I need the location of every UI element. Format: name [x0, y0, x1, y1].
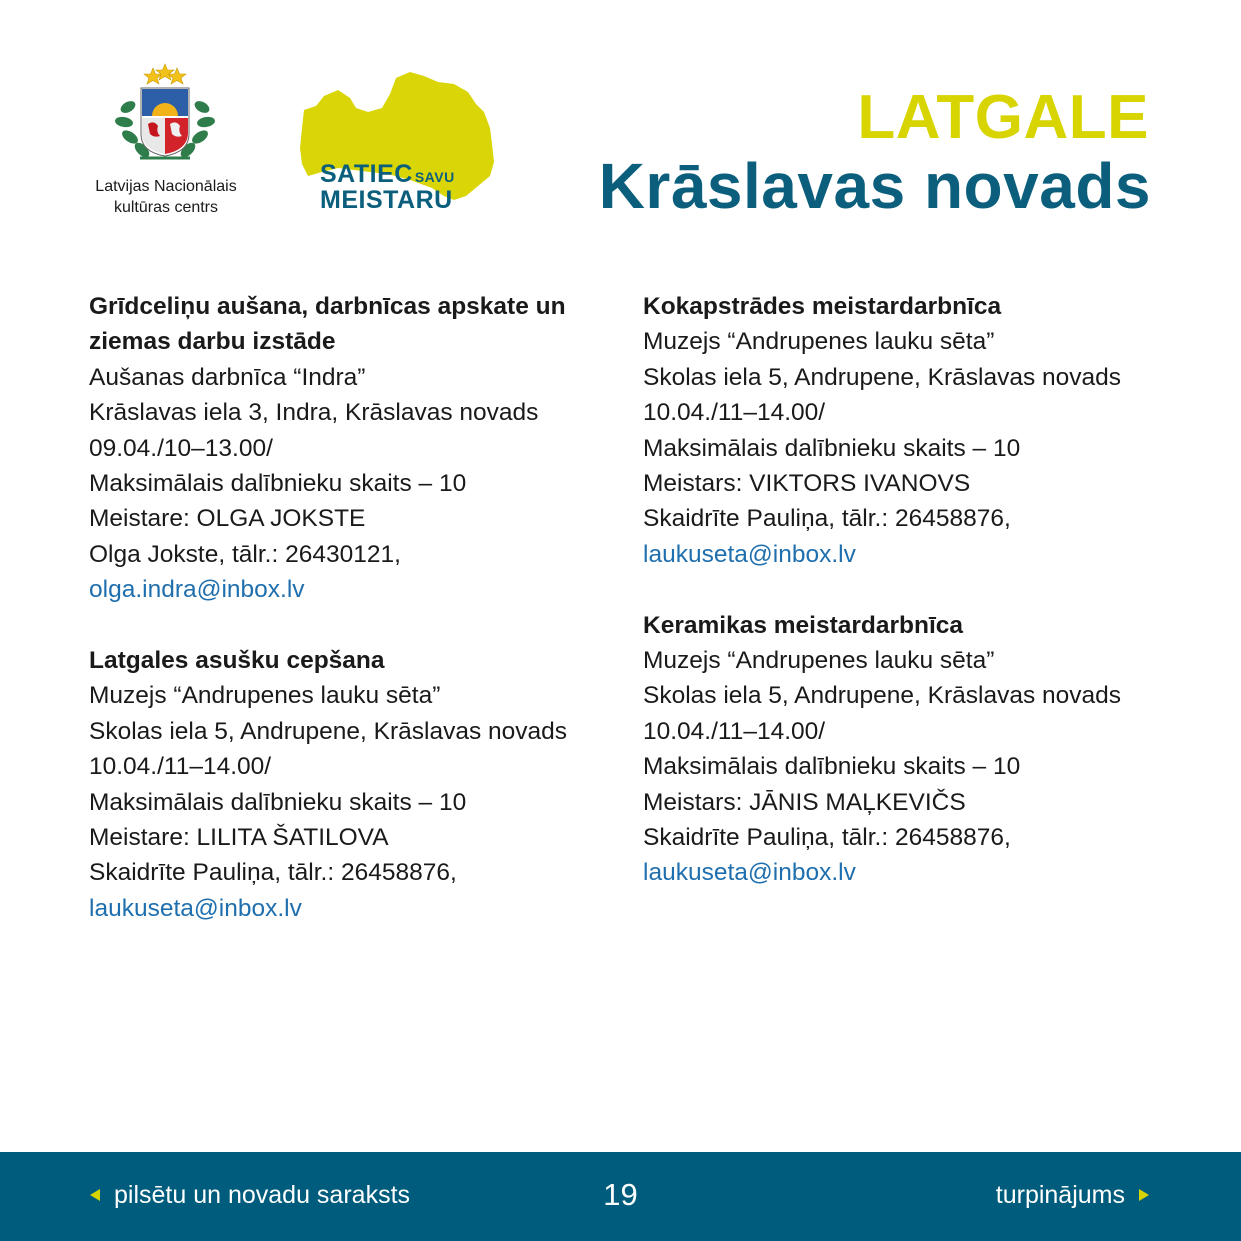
workshop-master: Meistars: JĀNIS MAĻKEVIČS	[643, 788, 966, 816]
workshop-email-link[interactable]: olga.indra@inbox.lv	[89, 576, 305, 604]
workshop-email-link[interactable]: laukuseta@inbox.lv	[643, 859, 856, 887]
workshop-address: Skolas iela 5, Andrupene, Krāslavas novads	[643, 363, 1122, 391]
workshop-capacity: Maksimālais dalībnieku skaits – 10	[643, 753, 1021, 781]
workshop-title	[643, 289, 1143, 324]
workshop-contact: Skaidrīte Pauliņa, tālr.: 26458876,	[89, 859, 457, 887]
workshop-capacity: Maksimālais dalībnieku skaits – 10	[643, 434, 1021, 462]
right-column	[643, 289, 1143, 926]
workshop-title-line: Grīdceliņu aušana, darbnīcas apskate un	[89, 293, 566, 320]
workshop-contact: Olga Jokste, tālr.: 26430121,	[89, 540, 401, 568]
coat-of-arms-logo	[110, 62, 220, 170]
workshop-datetime: 09.04./10–13.00/	[89, 434, 273, 462]
workshop-title	[89, 289, 589, 360]
next-link[interactable]	[996, 1178, 1149, 1212]
workshop-entry	[643, 608, 1143, 891]
district-title: Krāslavas novads	[598, 150, 1151, 222]
lnkc-logo-text	[80, 176, 252, 218]
prev-link-label: pilsētu un novadu saraksts	[114, 1181, 411, 1209]
workshop-title-line: Kokapstrādes meistardarbnīca	[643, 293, 1002, 320]
meistaru-word: MEISTARU	[320, 186, 453, 214]
satiec-word: SATIEC	[320, 160, 413, 188]
workshop-title	[643, 608, 1143, 643]
region-title: LATGALE	[857, 83, 1149, 152]
workshop-address: Skolas iela 5, Andrupene, Krāslavas novads	[643, 682, 1122, 710]
workshop-title	[89, 643, 589, 678]
workshop-capacity: Maksimālais dalībnieku skaits – 10	[89, 788, 467, 816]
workshop-contact: Skaidrīte Pauliņa, tālr.: 26458876,	[643, 505, 1011, 533]
workshop-email-link[interactable]: laukuseta@inbox.lv	[89, 894, 302, 922]
satiec-savu-meistaru-logo	[298, 68, 496, 218]
workshop-venue: Muzejs “Andrupenes lauku sēta”	[643, 647, 995, 675]
savu-word: SAVU	[414, 169, 455, 185]
triangle-right-icon	[1139, 1189, 1149, 1201]
workshop-title-line: ziemas darbu izstāde	[89, 328, 336, 356]
workshop-master: Meistare: OLGA JOKSTE	[89, 505, 366, 533]
workshop-address: Skolas iela 5, Andrupene, Krāslavas novads	[89, 717, 568, 745]
lnkc-name-line2: kultūras centrs	[113, 199, 219, 216]
workshop-venue: Aušanas darbnīca “Indra”	[89, 363, 366, 391]
page-number: 19	[603, 1177, 638, 1212]
workshop-email-link[interactable]: laukuseta@inbox.lv	[643, 540, 856, 568]
workshop-datetime: 10.04./11–14.00/	[643, 717, 826, 745]
left-column	[89, 289, 589, 962]
workshop-venue: Muzejs “Andrupenes lauku sēta”	[643, 328, 995, 356]
workshop-title-line: Keramikas meistardarbnīca	[643, 611, 964, 639]
workshop-contact: Skaidrīte Pauliņa, tālr.: 26458876,	[643, 824, 1011, 852]
workshop-address: Krāslavas iela 3, Indra, Krāslavas novads	[89, 399, 539, 427]
workshop-capacity: Maksimālais dalībnieku skaits – 10	[89, 470, 467, 498]
workshop-venue: Muzejs “Andrupenes lauku sēta”	[89, 682, 441, 710]
footer-bar	[0, 1152, 1241, 1241]
workshop-datetime: 10.04./11–14.00/	[643, 399, 826, 427]
workshop-datetime: 10.04./11–14.00/	[89, 753, 272, 781]
workshop-master: Meistare: LILITA ŠATILOVA	[89, 824, 389, 852]
lnkc-name-line1: Latvijas Nacionālais	[95, 178, 237, 195]
workshop-entry	[89, 643, 589, 926]
next-link-label: turpinājums	[995, 1181, 1125, 1209]
workshop-entry	[89, 289, 589, 608]
workshop-master: Meistars: VIKTORS IVANOVS	[643, 470, 971, 498]
workshop-title-line: Latgales asušku cepšana	[89, 647, 385, 675]
workshop-entry	[643, 289, 1143, 572]
